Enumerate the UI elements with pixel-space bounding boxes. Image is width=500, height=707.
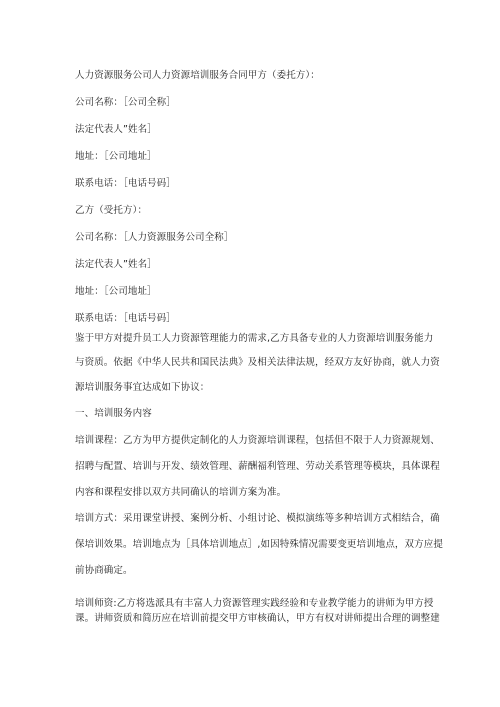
party-a-company-name: 公司名称：［公司全称］	[75, 97, 176, 108]
party-a-phone: 联系电话：［电话号码］	[75, 178, 176, 189]
party-a-legal-rep: 法定代表人”姓名］	[75, 124, 157, 135]
party-b-heading: 乙方（受托方）：	[75, 205, 148, 216]
party-b-phone: 联系电话：［电话号码］	[75, 313, 176, 324]
party-b-address: 地址：［公司地址］	[75, 286, 157, 297]
training-courses-line-2: 招聘与配置、培训与开发、绩效管理、薪酬福利管理、劳动关系管理等模块，具体课程	[75, 461, 440, 472]
party-b-company-name: 公司名称：［人力资源服务公司全称］	[75, 232, 234, 243]
section-heading: 一、培训服务内容	[75, 408, 152, 419]
training-method-line-1: 培训方式：采用课堂讲授、案例分析、小组讨论、模拟演练等多种培训方式相结合，确	[75, 513, 440, 524]
preamble-line-2: 与资质。依据《中华人民共和国民法典》及相关法律法规，经双方友好协商，就人力资	[75, 357, 440, 368]
trainers-line-2: 课。讲师资质和简历应在培训前提交甲方审核确认，甲方有权对讲师提出合理的调整建	[75, 613, 440, 624]
trainers-line-1: 培训师资:乙方将选派具有丰富人力资源管理实践经验和专业教学能力的讲师为甲方授	[75, 598, 434, 609]
training-courses-line-1: 培训课程：乙方为甲方提供定制化的人力资源培训课程，包括但不限于人力资源规划、	[75, 435, 440, 446]
preamble-line-3: 源培训服务事宜达成如下协议：	[75, 382, 210, 393]
training-method-line-2: 保培训效果。培训地点为［具体培训地点］,如因特殊情况需要变更培训地点，双方应提	[75, 539, 443, 550]
training-method-line-3: 前协商确定。	[75, 565, 133, 576]
party-b-legal-rep: 法定代表人”姓名］	[75, 259, 157, 270]
party-a-address: 地址：［公司地址］	[75, 151, 157, 162]
preamble-line-1: 鉴于甲方对提升员工人力资源管理能力的需求,乙方具备专业的人力资源培训服务能力	[75, 333, 434, 344]
contract-title: 人力资源服务公司人力资源培训服务合同甲方（委托方）：	[75, 70, 320, 81]
training-courses-line-3: 内容和课程安排以双方共同确认的培训方案为准。	[75, 487, 287, 498]
